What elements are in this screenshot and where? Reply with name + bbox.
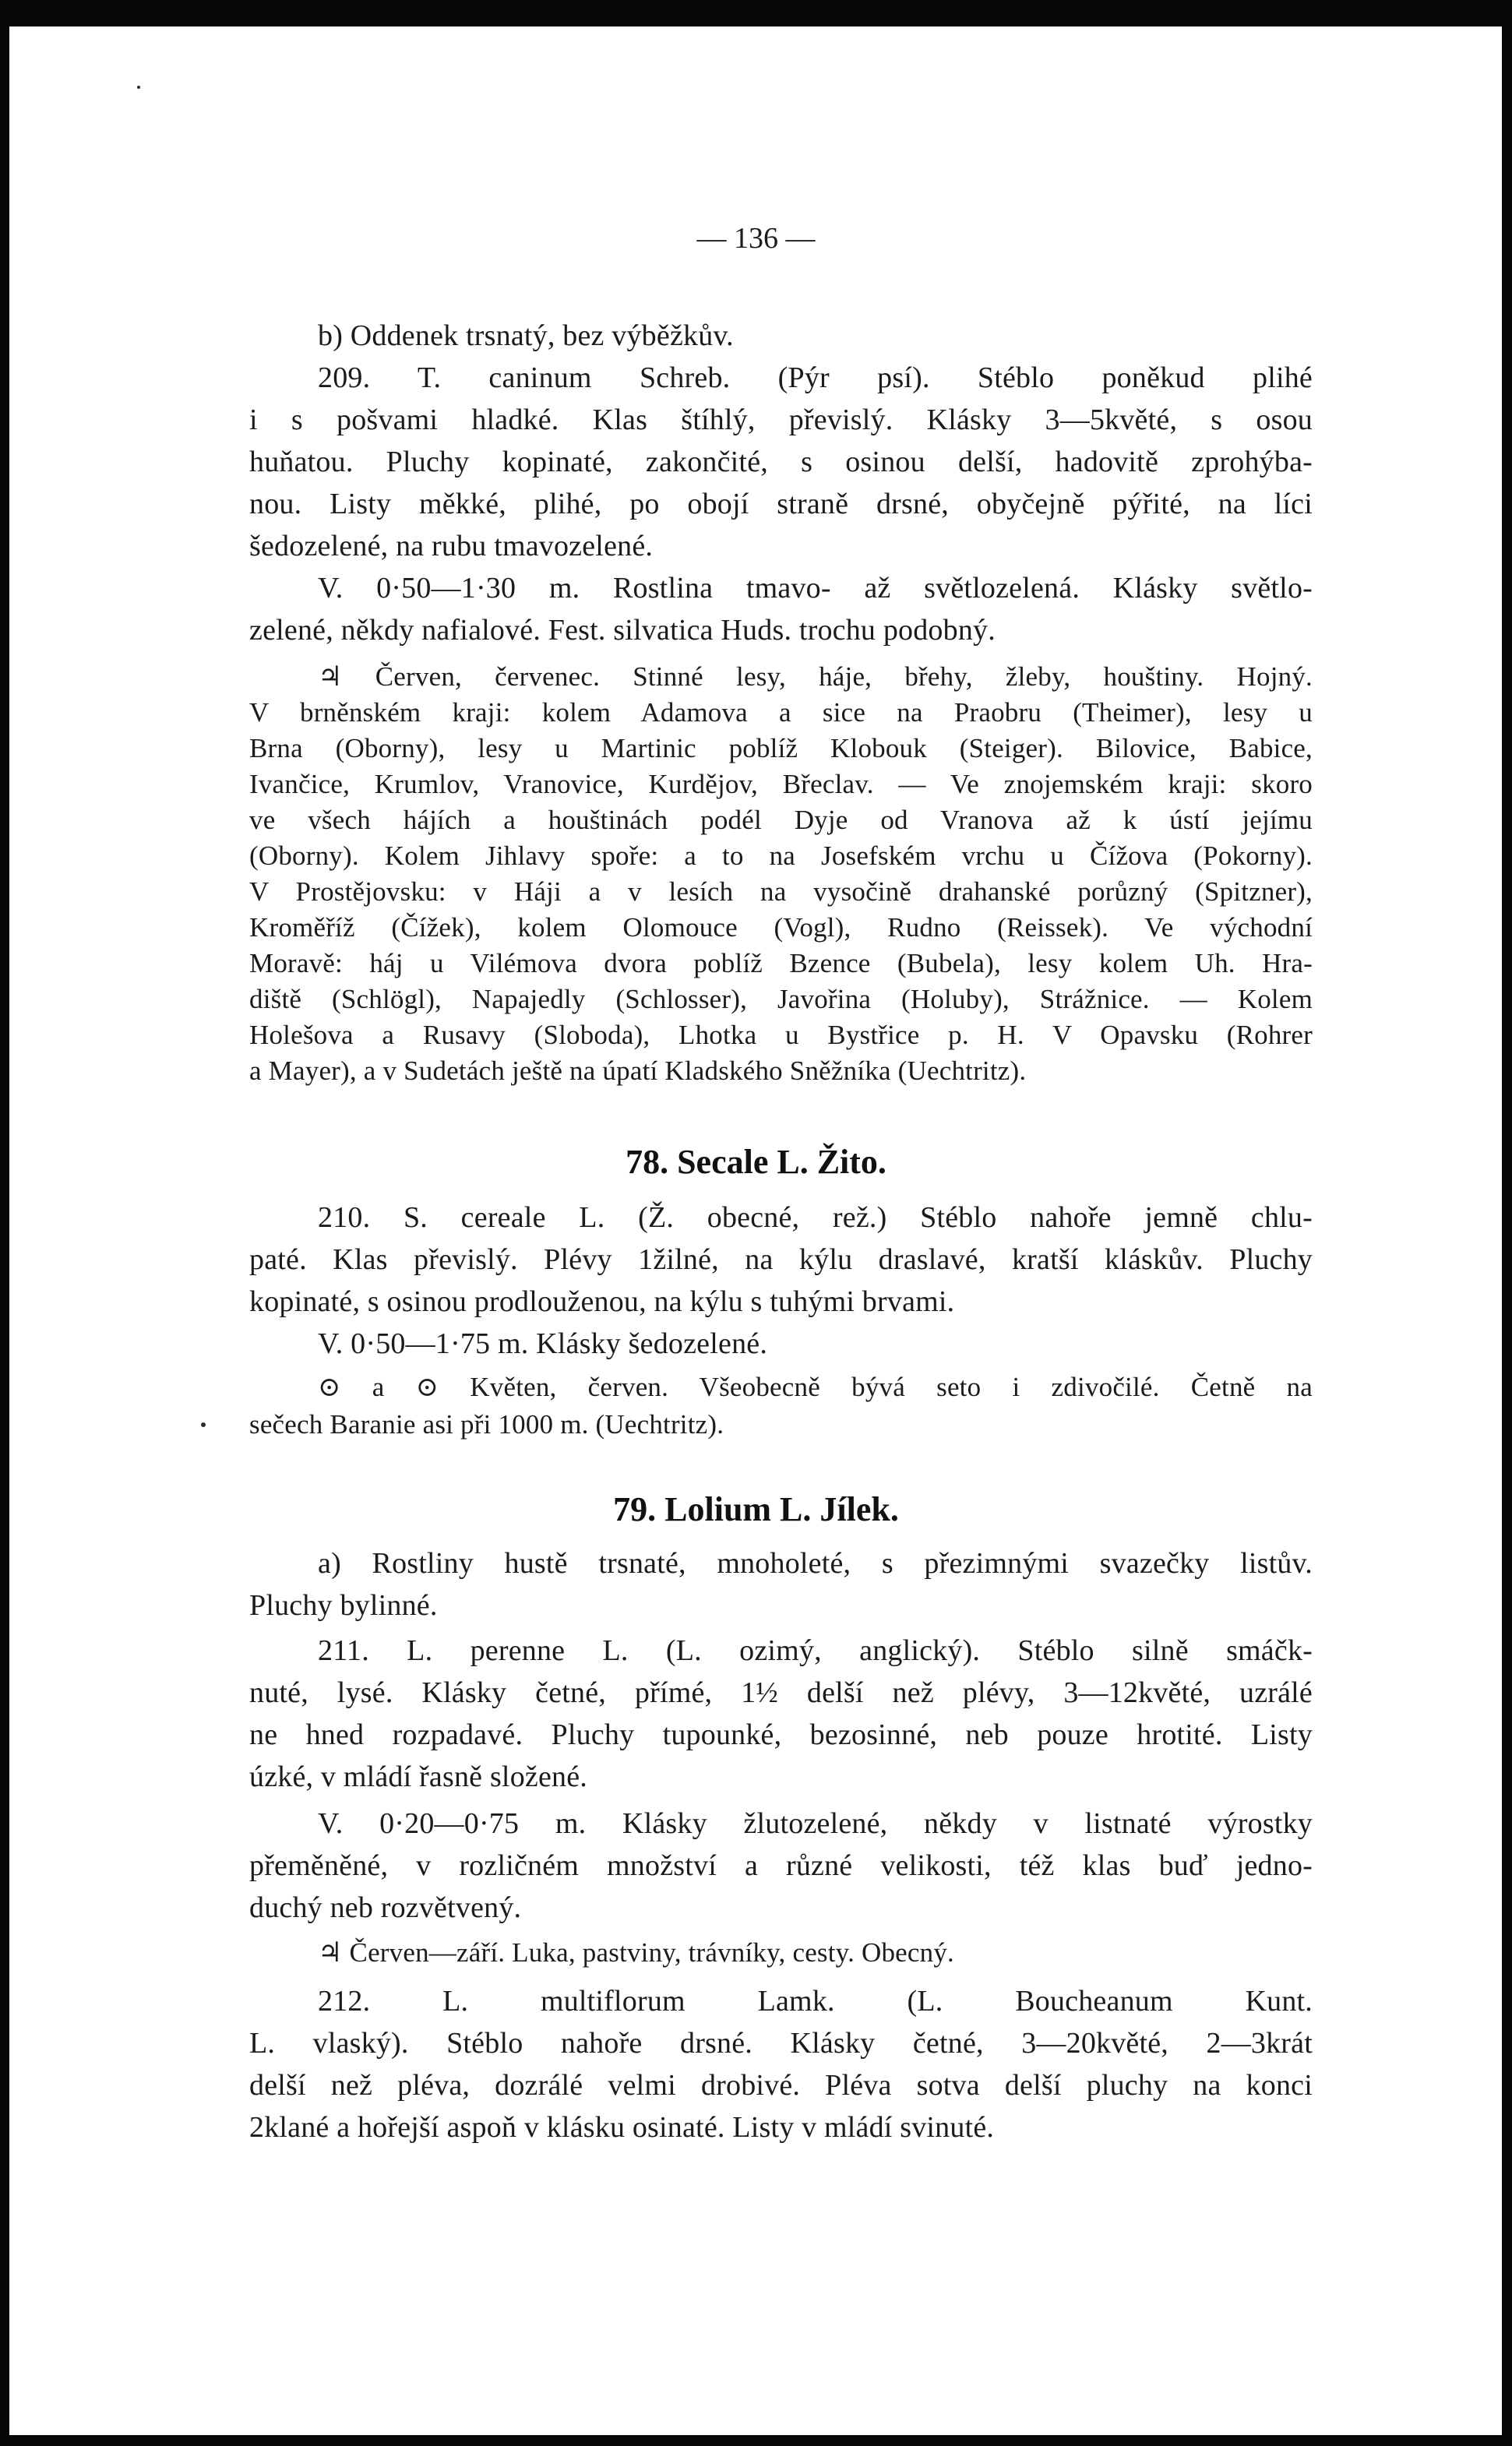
text-line: ♃ Červen—září. Luka, pastviny, trávníky, cesty. Obecný. (318, 1937, 954, 1968)
text-line: 211. L. perenne L. (L. ozimý, anglický). Stéblo silně smáčk- (318, 1634, 1313, 1667)
text-line: V. 0·50—1·75 m. Klásky šedozelené. (318, 1327, 768, 1360)
text-line: duchý neb rozvětvený. (249, 1891, 522, 1924)
text-line: Pluchy bylinné. (249, 1589, 438, 1622)
text-line: V Prostějovsku: v Háji a v lesích na vysočině drahanské porůzný (Spitzner), (249, 876, 1313, 907)
text-line: Brna (Oborny), lesy u Martinic poblíž Klobouk (Steiger). Bilovice, Babice, (249, 733, 1313, 763)
text-line: Ivančice, Krumlov, Vranovice, Kurdějov, Břeclav. — Ve znojemském kraji: skoro (249, 769, 1313, 799)
text-line: (Oborny). Kolem Jihlavy spoře: a to na Josefském vrchu u Čížova (Pokorny). (249, 841, 1313, 871)
text-line: 2klané a hořejší aspoň v klásku osinaté. Listy v mládí svinuté. (249, 2111, 995, 2144)
scan-speck (137, 86, 140, 89)
subsection-heading: b) Oddenek trsnatý, bez výběžkův. (318, 319, 734, 352)
text-line: přeměněné, v rozličném množství a různé velikosti, též klas buď jedno- (249, 1849, 1313, 1882)
page-number: — 136 — (696, 222, 816, 255)
text-line: sečech Baranie asi při 1000 m. (Uechtritz). (249, 1409, 724, 1440)
text-line: Holešova a Rusavy (Sloboda), Lhotka u Bystřice p. H. V Opavsku (Rohrer (249, 1020, 1313, 1050)
text-line: 209. T. caninum Schreb. (Pýr psí). Stéblo poněkud plihé (318, 361, 1313, 394)
text-line: V. 0·50—1·30 m. Rostlina tmavo- až světlozelená. Klásky světlo- (318, 572, 1313, 604)
genus-heading: 79. Lolium L. Jílek. (613, 1490, 899, 1528)
text-line: Moravě: háj u Vilémova dvora poblíž Bzence (Bubela), lesy kolem Uh. Hra- (249, 948, 1313, 978)
text-line: nuté, lysé. Klásky četné, přímé, 1½ delší než plévy, 3—12květé, uzrálé (249, 1676, 1313, 1709)
text-line: úzké, v mládí řasně složené. (249, 1760, 587, 1793)
text-line: L. vlaský). Stéblo nahoře drsné. Klásky četné, 3—20květé, 2—3krát (249, 2027, 1313, 2060)
text-line: kopinaté, s osinou prodlouženou, na kýlu s tuhými brvami. (249, 1285, 955, 1318)
text-line: V brněnském kraji: kolem Adamova a sice na Praobru (Theimer), lesy u (249, 697, 1313, 728)
text-line: paté. Klas převislý. Plévy 1žilné, na kýlu draslavé, kratší kláskův. Pluchy (249, 1243, 1313, 1276)
text-line: delší než pléva, dozrálé velmi drobivé. Pléva sotva delší pluchy na konci (249, 2069, 1313, 2102)
text-line: diště (Schlögl), Napajedly (Schlosser), Javořina (Holuby), Strážnice. — Kolem (249, 984, 1313, 1014)
text-line: a) Rostliny hustě trsnaté, mnoholeté, s přezimnými svazečky listův. (318, 1547, 1313, 1580)
text-line: šedozelené, na rubu tmavozelené. (249, 530, 654, 562)
text-line: huňatou. Pluchy kopinaté, zakončité, s osinou delší, hadovitě zprohýba- (249, 446, 1313, 478)
text-line: Kroměříž (Čížek), kolem Olomouce (Vogl), Rudno (Reissek). Ve východní (249, 912, 1313, 943)
text-line: ♃ Červen, červenec. Stinné lesy, háje, břehy, žleby, houštiny. Hojný. (318, 661, 1313, 692)
text-line: V. 0·20—0·75 m. Klásky žlutozelené, někdy v listnaté výrostky (318, 1807, 1313, 1840)
text-line: i s pošvami hladké. Klas štíhlý, převislý. Klásky 3—5květé, s osou (249, 404, 1313, 436)
text-line: ve všech hájích a houštinách podél Dyje od Vranova až k ústí jejímu (249, 805, 1313, 835)
text-line: a Mayer), a v Sudetách ještě na úpatí Kladského Sněžníka (Uechtritz). (249, 1056, 1027, 1086)
scan-speck (201, 1422, 206, 1427)
text-line: 210. S. cereale L. (Ž. obecné, rež.) Stéblo nahoře jemně chlu- (318, 1201, 1313, 1234)
genus-heading: 78. Secale L. Žito. (626, 1143, 886, 1181)
text-line: ⊙ a ⊙ Květen, červen. Všeobecně bývá seto i zdivočilé. Četně na (318, 1372, 1313, 1402)
text-line: 212. L. multiflorum Lamk. (L. Boucheanum Kunt. (318, 1985, 1313, 2018)
text-line: ne hned rozpadavé. Pluchy tupounké, bezosinné, neb pouze hrotité. Listy (249, 1718, 1313, 1751)
text-line: nou. Listy měkké, plihé, po obojí straně drsné, obyčejně pýřité, na líci (249, 488, 1313, 520)
text-line: zelené, někdy nafialové. Fest. silvatica Huds. trochu podobný. (249, 614, 996, 647)
